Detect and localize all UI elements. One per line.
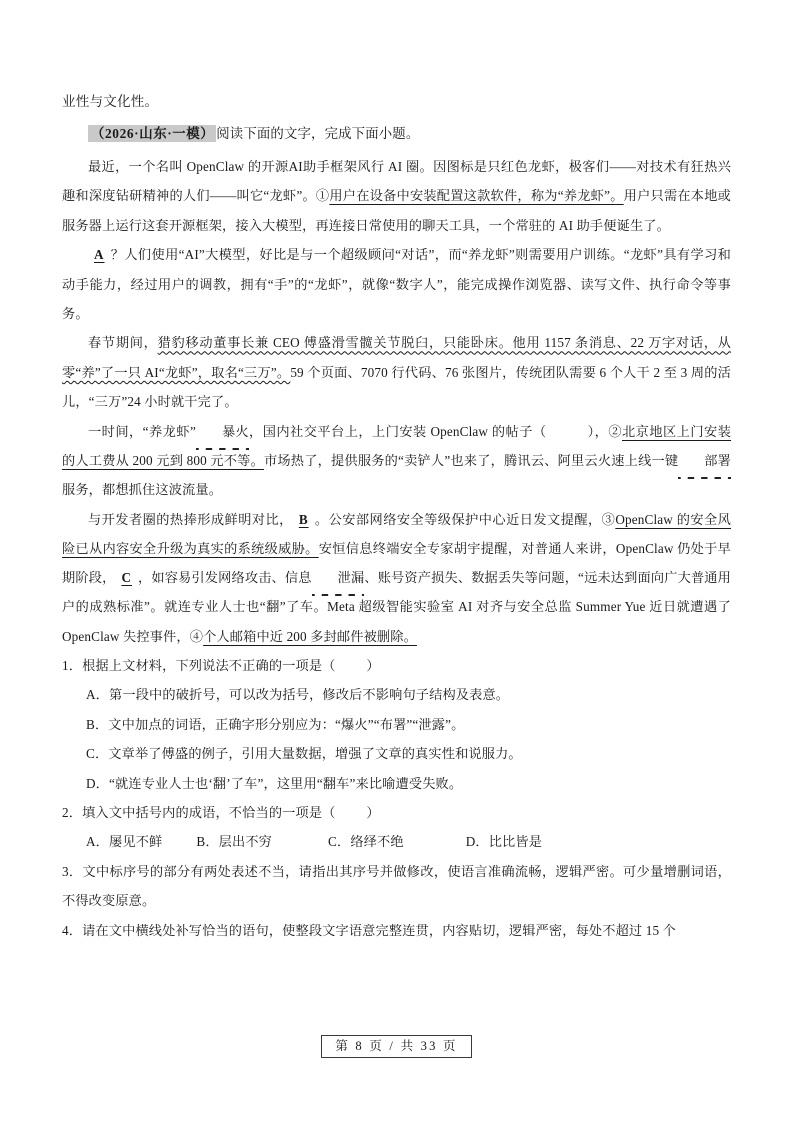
q2-option-b-text: 层出不穷: [218, 834, 273, 850]
p5-text-a: 与开发者圈的热捧形成鲜明对比，: [88, 511, 293, 527]
question-2-answer-gap[interactable]: [336, 805, 367, 820]
question-4-text: 请在文中横线处补写恰当的语句，使整段文字语意完整连贯，内容贴切，逻辑严密，每处不超过 15 个: [82, 922, 676, 938]
option-b-quoted-words: “爆火”“布署”“泄露”: [335, 716, 452, 732]
document-content: [62, 88, 731, 945]
p2-text: ？人们使用“AI”大模型，好比是与一个超级顾问“对话”，而“养龙虾”则需要用户训练。“龙虾”具有学习和动手能力，经过用户的调教，拥有“手”的“龙虾”，就像“数字人”，能完成操作浏览器、读写文件、执行命令等事务。: [62, 247, 731, 322]
question-2-options-row: [62, 827, 731, 856]
question-1-answer-gap[interactable]: [336, 658, 367, 673]
paragraph-3: [62, 328, 731, 416]
question-1-text: 根据上文材料，下列说法不正确的一项是（: [82, 657, 336, 673]
option-b-label: B．: [86, 716, 109, 732]
question-2-text: 填入文中括号内的成语，不恰当的一项是（: [82, 804, 336, 820]
question-4-stem: [62, 916, 731, 945]
q2-option-d-text: 比比皆是: [488, 834, 543, 850]
q2-option-a[interactable]: [86, 827, 162, 856]
page-footer: [0, 1035, 793, 1058]
p4-underlined-clause: 北京地区上门安装的人工费从 200 元到 800 元不等。: [62, 423, 732, 469]
p1-text-b: 用户只需在本地或服务器上运行这套开源框架，接入大模型，再连接日常使用的聊天工具，一个常驻的 AI 助手便诞生了。: [62, 188, 732, 233]
source-line: [62, 120, 731, 148]
paragraph-1: [62, 152, 731, 240]
question-1-option-a[interactable]: [62, 680, 731, 709]
paragraph-2: [62, 240, 731, 328]
paragraph-4: [62, 417, 731, 505]
p4-text-a: 一时间，“养龙虾”: [88, 423, 197, 439]
option-b-text-before: 文中加点的词语，正确字形分别应为：: [108, 716, 336, 732]
q2-option-c[interactable]: [328, 827, 404, 856]
paragraph-5: [62, 505, 731, 651]
p3-text-b: 59 个页面、7070 行代码、76 张图片，传统团队需要 6 个人干 2 至 3 周的活儿，“三万”24 小时就干完了。: [62, 364, 731, 410]
carryover-line: [62, 88, 731, 115]
q2-option-d-label: D．: [465, 834, 489, 850]
question-2-stem: [62, 798, 731, 827]
p4-paren-gap: [547, 424, 588, 439]
q2-option-c-label: C．: [328, 834, 351, 850]
option-c-text: 文章举了傅盛的例子，引用大量数据，增强了文章的真实性和说服力。: [108, 746, 522, 762]
question-1-option-b[interactable]: [62, 710, 731, 739]
blank-a: A: [94, 247, 105, 263]
option-b-text-after: 。: [451, 716, 465, 732]
p5-underlined-clause-3: OpenClaw 的安全风险已从内容安全升级为真实的系统级威胁。: [62, 511, 731, 557]
p1-text-a: 最近，一个名叫 OpenClaw 的开源AI助手框架风行 AI 圈。因图标是只红色龙虾，极客们——对技术有狂热兴趣和深度钻研精神的人们——叫它“龙虾”。: [62, 159, 731, 204]
blank-c: C: [121, 570, 132, 586]
p5-marker-3: ③: [601, 511, 616, 527]
question-1-option-c[interactable]: [62, 739, 731, 768]
option-d-text: “就连专业人士也‘翻’了车”，这里用“翻车”来比喻遭受失败。: [109, 775, 463, 791]
question-3-text: 文中标序号的部分有两处表述不当，请指出其序号并做修改，使语言准确流畅，逻辑严密。可少量增删词语，不得改变原意。: [62, 863, 731, 909]
p3-text-a: 春节期间，: [88, 335, 158, 351]
p5-underlined-clause-4: 个人邮箱中近 200 多封邮件被删除。: [203, 628, 417, 644]
option-c-label: C．: [86, 746, 109, 762]
source-tag-badge: （2026·山东·一模）: [88, 125, 216, 142]
p5-text-b: 。公安部网络安全等级保护中心近日发文提醒，: [314, 511, 602, 527]
q2-option-c-text: 络绎不绝: [350, 834, 404, 850]
question-3-number: 3．: [62, 863, 83, 879]
question-1-option-d[interactable]: [62, 769, 731, 798]
p5-text-e: 、账号资产损失、数据丢失等问题，“远未达到面向广大普通用户的成熟标准”。就连专业人士也“翻”了车。Meta 超级智能实验室 AI 对齐与安全总监 Summer Yue 近日就遭遇了 OpenClaw 失控事件，: [62, 570, 731, 644]
emphasis-dotted-baohuo: 暴火: [196, 417, 249, 446]
p5-marker-4: ④: [189, 628, 204, 644]
source-instruction: 阅读下面的文字，完成下面小题。: [216, 126, 420, 141]
question-1-stem: [62, 651, 731, 680]
question-2-number: 2．: [62, 804, 83, 820]
p1-underlined-clause: 用户在设备中安装配置这款软件，称为“养龙虾”。: [329, 188, 624, 204]
emphasis-dotted-xielou: 泄漏: [312, 563, 365, 592]
p4-text-d: 市场热了，提供服务的“卖铲人”也来了，腾讯云、阿里云火速上线一键: [263, 453, 679, 469]
p4-marker: ②: [608, 423, 623, 439]
question-2-stem-tail: ）: [366, 804, 380, 820]
p4-text-c: ），: [587, 423, 609, 439]
p4-text-e: 服务，都想抓住这波流量。: [62, 482, 223, 498]
question-1-stem-tail: ）: [366, 657, 380, 673]
question-1-number: 1．: [62, 657, 83, 673]
option-d-label: D．: [86, 775, 110, 791]
p1-marker: ①: [315, 188, 330, 204]
option-a-text: 第一段中的破折号，可以改为括号，修改后不影响句子结构及表意。: [109, 687, 510, 703]
p5-text-c: 安恒信息终端安全专家胡宇提醒，对普通人来讲，OpenClaw 仍处于早期阶段，: [62, 541, 731, 586]
p3-wavy-underlined-clause: 猎豹移动董事长兼 CEO 傅盛滑雪髋关节脱臼，只能卧床。他用 1157 条消息、22 万字对话，从零“养”了一只 AI“龙虾”，取名“三万”。: [62, 335, 732, 380]
carryover-text: 业性与文化性。: [62, 94, 159, 109]
page-number-label: 第 8 页 / 共 33 页: [321, 1035, 471, 1058]
q2-option-b-label: B．: [196, 834, 219, 850]
question-3-stem: [62, 857, 731, 916]
p4-text-b: ，国内社交平台上，上门安装 OpenClaw 的帖子（: [248, 423, 547, 439]
p5-text-d: ，如容易引发网络攻击、信息: [137, 570, 312, 586]
question-4-number: 4．: [62, 922, 83, 938]
q2-option-a-text: 屡见不鲜: [109, 834, 163, 850]
q2-option-a-label: A．: [86, 834, 110, 850]
option-a-label: A．: [86, 687, 110, 703]
emphasis-dotted-bushu: 部署: [678, 446, 731, 475]
blank-b: B: [298, 511, 309, 527]
q2-option-d[interactable]: [466, 827, 542, 856]
q2-option-b[interactable]: [196, 827, 272, 856]
